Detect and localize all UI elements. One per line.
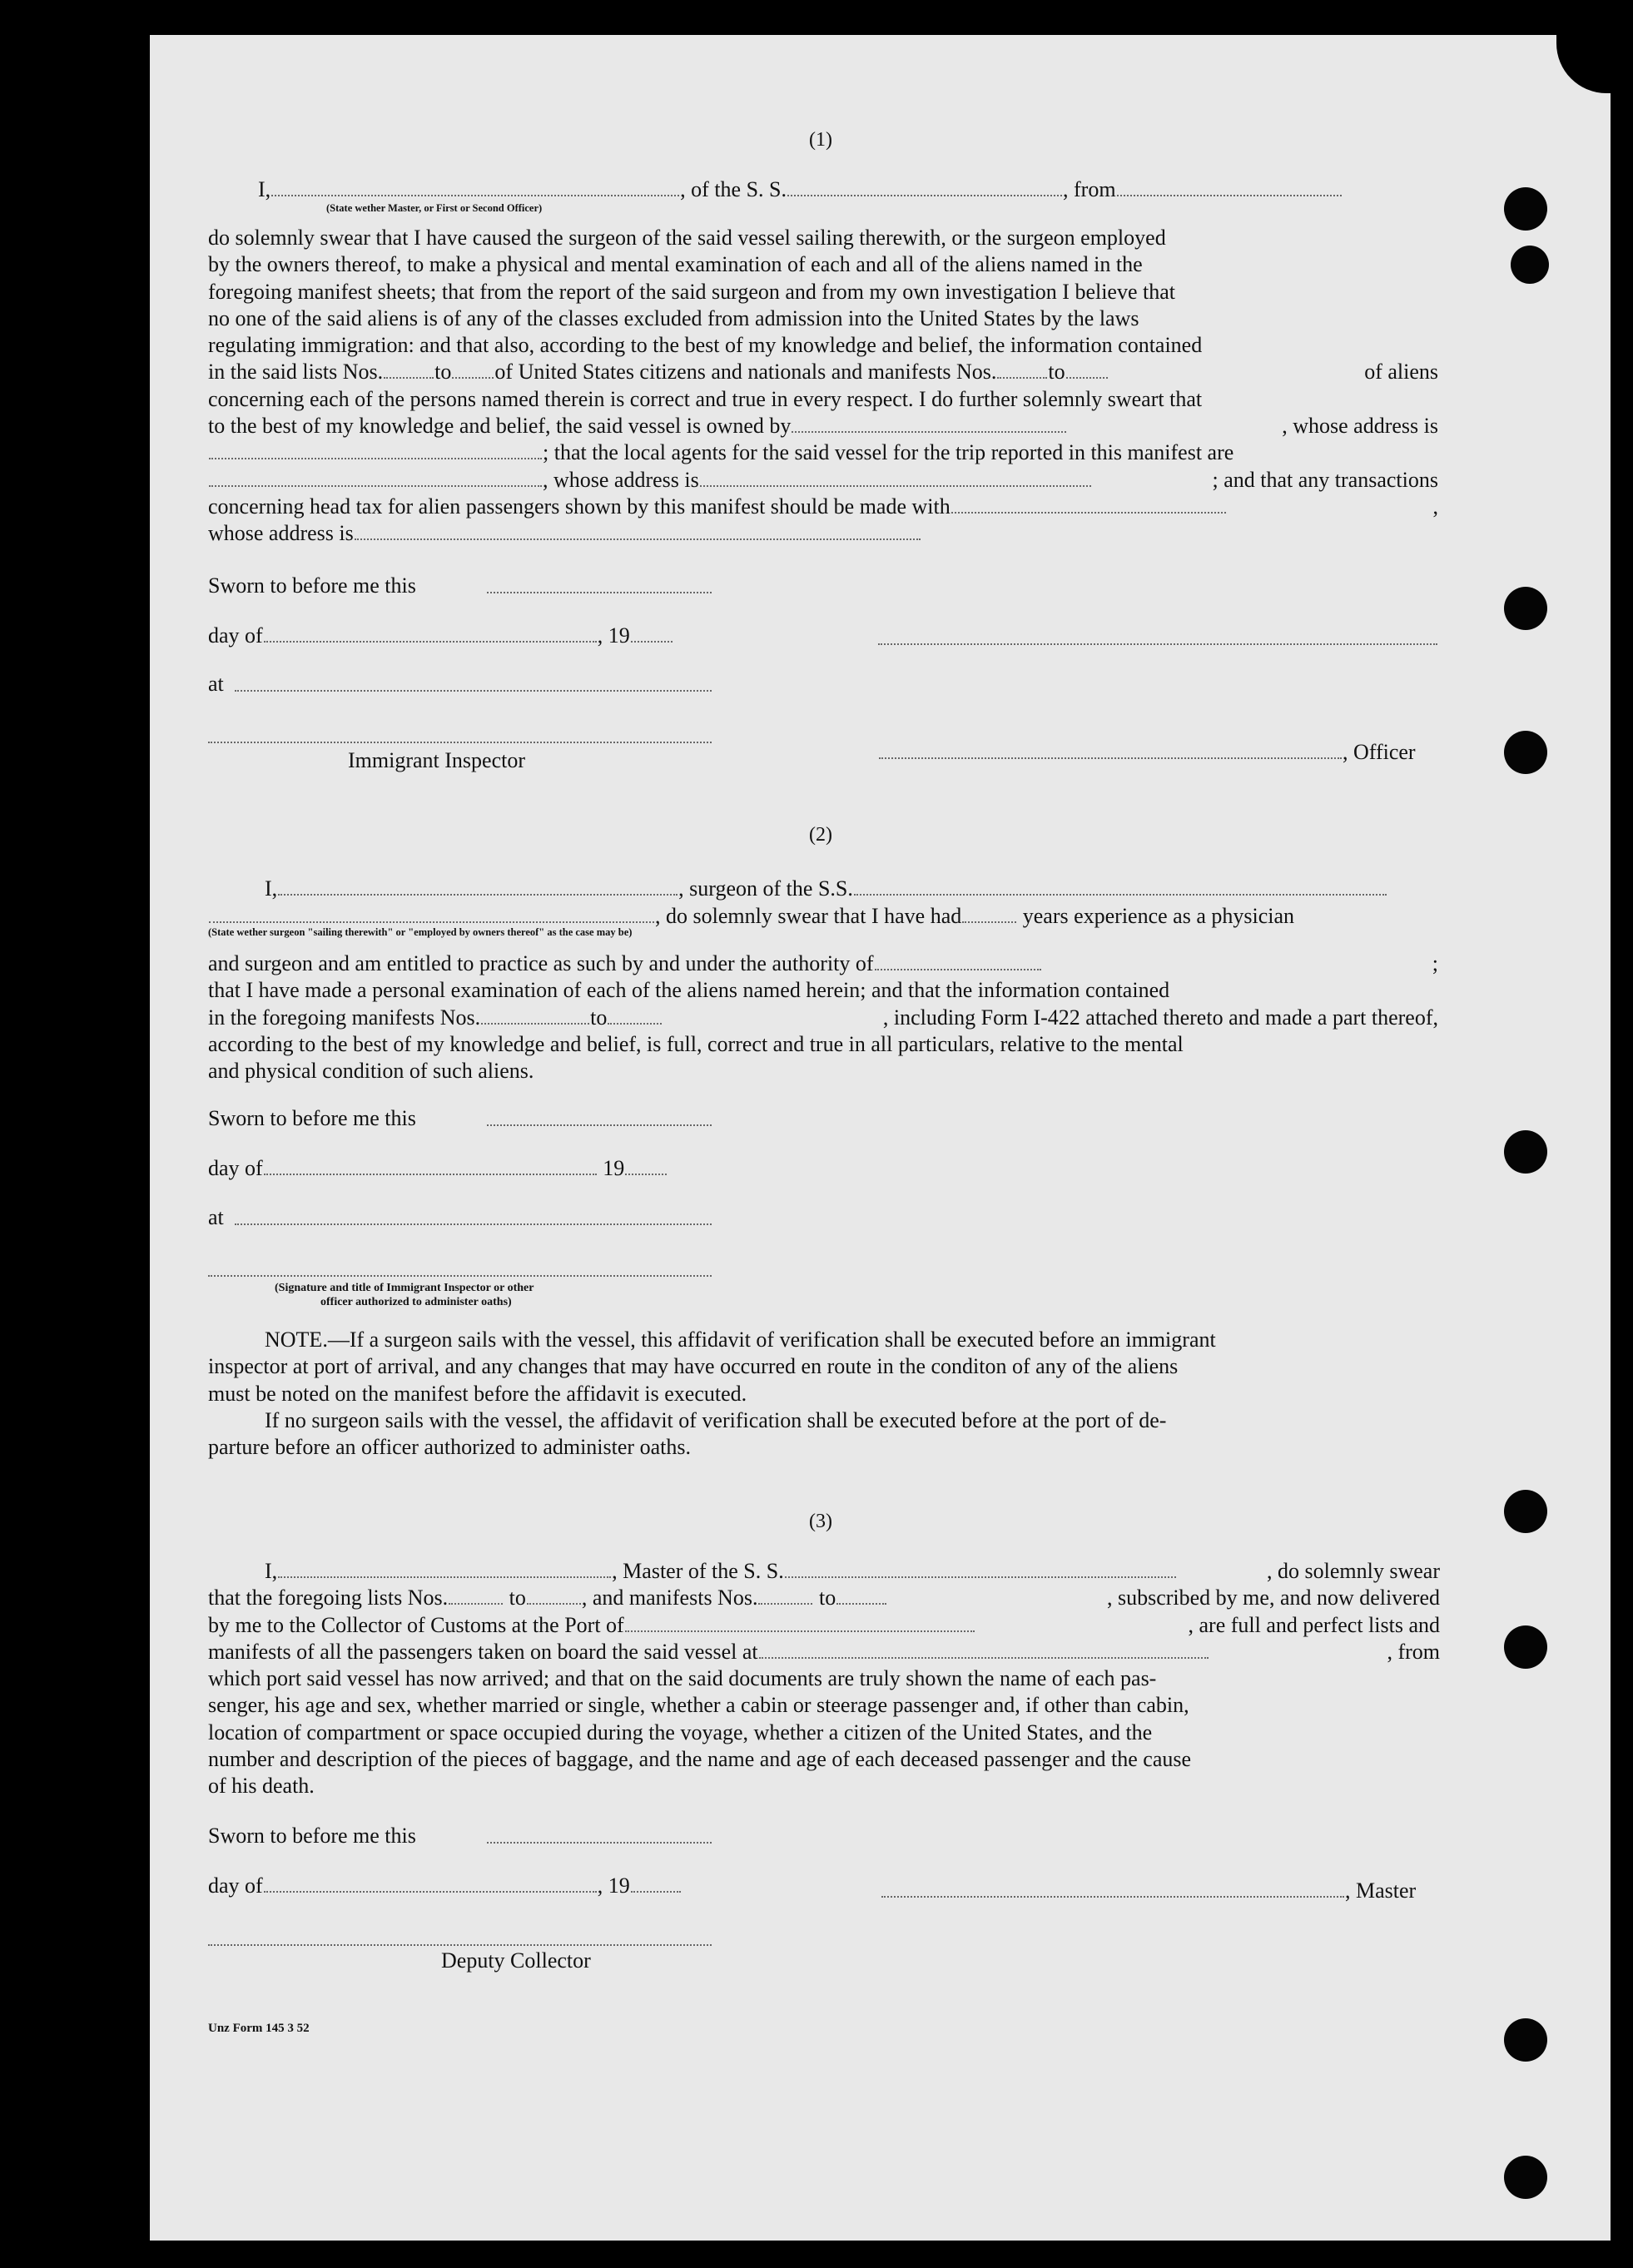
s1-inspector-line[interactable]: [208, 742, 712, 743]
surgeon-name-field[interactable]: [278, 894, 678, 896]
s2-second-line: , do solemnly swear that I have had years experience as a physician: [208, 903, 1294, 930]
embark-port-field[interactable]: [759, 1657, 1209, 1659]
s1-at: at: [208, 672, 224, 696]
rank-note: (State wether Master, or First or Second Officer): [326, 202, 543, 214]
s1-day-of: day of , 19: [208, 623, 673, 649]
authority-field[interactable]: [875, 969, 1041, 970]
from-field[interactable]: [1117, 195, 1342, 196]
s3-manifests-to-field[interactable]: [836, 1603, 886, 1605]
signature-note-1: (Signature and title of Immigrant Inspector or other: [275, 1282, 534, 1294]
manifests-from-field[interactable]: [997, 377, 1047, 379]
head-tax-address-field[interactable]: [355, 538, 921, 540]
s3-lists-from-field[interactable]: [449, 1603, 503, 1605]
name-field[interactable]: [271, 195, 679, 196]
punch-hole: [1504, 1490, 1547, 1533]
section-3-text: I, , Master of the S. S. , do solemnly swear that the foregoing lists Nos. to , and manifests Nos. to , subscribed by me, and now delivered by me to the Collector of Customs at the Port of , are full and perfect lists and manifests of all the passengers taken on board the said vessel at , from which port said vessel has now arrived; and that on the said documents are truly shown the name of each pas- senger, his age and sex, whether married or single, whether a cabin or steerage passenger and, if other than cabin, location of compartment or space occupied during the voyage, whether a citizen of the United States, and the number and description of the pieces of baggage, and the name and age of each deceased passenger and the cause of his death.: [208, 1559, 1440, 1799]
master-signature-line[interactable]: [881, 1896, 1344, 1898]
section-2-text: and surgeon and am entitled to practice as such by and under the authority of ; that I have made a personal examination of each of the aliens named herein; and that the information contained in the foregoing manifests Nos. to , including Form I-422 attached thereto and made a part thereof, according to the best of my knowledge and belief, is full, correct and true in all particulars, relative to the mental and physical condition of such aliens.: [208, 951, 1438, 1084]
punch-hole: [1504, 1130, 1547, 1174]
punch-hole: [1504, 1625, 1547, 1669]
s1-officer: , Officer: [878, 739, 1416, 766]
punch-hole: [1504, 187, 1547, 231]
s1-sworn: Sworn to before me this: [208, 573, 416, 598]
owner-field[interactable]: [792, 431, 1066, 433]
section-2-number: (2): [809, 824, 832, 846]
s2-sworn-field[interactable]: [487, 1124, 712, 1126]
years-field[interactable]: [962, 921, 1016, 923]
manifests-to-field[interactable]: [1066, 377, 1108, 379]
s1-day-field[interactable]: [264, 641, 597, 643]
form-id: Unz Form 145 3 52: [208, 2022, 310, 2035]
s3-deputy-line[interactable]: [208, 1944, 712, 1946]
s1-at-field[interactable]: [235, 690, 712, 692]
s2-at-field[interactable]: [235, 1223, 712, 1225]
master-name-field[interactable]: [278, 1576, 611, 1578]
s2-day-of: day of 19: [208, 1155, 668, 1182]
s2-at: at: [208, 1205, 224, 1229]
note-text: NOTE.—If a surgeon sails with the vessel, this affidavit of verification shall be executed before an immigrant inspector at port of arrival, and any changes that may have occurred en route in the conditon of any of the aliens must be noted on the manifest before the affidavit is executed. If no surgeon sails with the vessel, the affidavit of verification shall be executed before at the port of de- parture before an officer authorized to administer oaths.: [208, 1328, 1216, 1460]
s3-year-field[interactable]: [631, 1891, 681, 1893]
punch-hole: [1504, 2018, 1547, 2062]
s3-sworn-field[interactable]: [487, 1842, 712, 1844]
s1-sworn-field[interactable]: [487, 592, 712, 593]
punch-hole: [1504, 587, 1547, 630]
agents-address-field[interactable]: [700, 485, 1091, 487]
surgeon-status-note: (State wether surgeon "sailing therewith" or "employed by owners thereof" as the case may be): [208, 926, 633, 938]
signature-note-2: officer authorized to administer oaths): [320, 1296, 512, 1308]
s2-day-field[interactable]: [264, 1174, 597, 1175]
s1-inspector-label: Immigrant Inspector: [348, 748, 525, 772]
section-1-number: (1): [809, 129, 832, 151]
punch-hole: [1511, 246, 1549, 284]
s3-manifests-from-field[interactable]: [758, 1603, 812, 1605]
section-3-number: (3): [809, 1511, 832, 1532]
punch-hole: [1504, 2156, 1547, 2199]
s3-master: , Master: [881, 1878, 1416, 1904]
s1-signature-line[interactable]: [878, 643, 1437, 645]
head-tax-field[interactable]: [951, 512, 1226, 514]
owner-address-field[interactable]: [209, 458, 542, 459]
s3-deputy-label: Deputy Collector: [441, 1948, 591, 1973]
s2-sworn: Sworn to before me this: [208, 1106, 416, 1130]
ship-field[interactable]: [787, 195, 1062, 196]
s2-manifests-to-field[interactable]: [608, 1023, 662, 1025]
surgeon-ship-field[interactable]: [854, 894, 1387, 896]
s2-manifests-from-field[interactable]: [481, 1023, 589, 1025]
s3-day-field[interactable]: [264, 1891, 597, 1893]
s2-signature-line[interactable]: [208, 1275, 712, 1277]
s3-day-of: day of , 19: [208, 1873, 682, 1899]
lists-to-field[interactable]: [452, 377, 494, 379]
s1-year-field[interactable]: [631, 641, 673, 643]
s2-year-field[interactable]: [625, 1174, 667, 1175]
punch-hole: [1504, 731, 1547, 774]
s1-first-line: I, , of the S. S. , from: [258, 176, 1343, 203]
section-1-text: do solemnly swear that I have caused the surgeon of the said vessel sailing therewith, or the surgeon employed by the owners thereof, to make a physical and mental examination of each and all of the aliens named in the foregoing manifest sheets; that from the report of the said surgeon and from my own investigation I believe that no one of the said aliens is of any of the classes excluded from admission into the United States by the laws regulating immigration: and that also, according to the best of my knowledge and belief, the information contained in the said lists Nos. to of United States citizens and nationals and manifests Nos. to of aliens concerning each of the persons named therein is correct and true in every respect. I do further solemnly sweart that to the best of my knowledge and belief, the said vessel is owned by , whose address is ; that the local agents for the said vessel for the trip reported in this manifest are , whose address is ; and that any transactions concerning head tax for alien passengers shown by this manifest should be made with , whose address is: [208, 226, 1438, 546]
master-ship-field[interactable]: [785, 1576, 1176, 1578]
s3-lists-to-field[interactable]: [527, 1603, 581, 1605]
agents-field[interactable]: [209, 485, 542, 487]
s3-sworn: Sworn to before me this: [208, 1824, 416, 1848]
lists-from-field[interactable]: [384, 377, 434, 379]
surgeon-status-field[interactable]: [209, 921, 654, 923]
port-field[interactable]: [625, 1630, 975, 1632]
officer-signature-line[interactable]: [879, 757, 1342, 759]
s2-first-line: I, , surgeon of the S.S.: [265, 876, 1387, 902]
